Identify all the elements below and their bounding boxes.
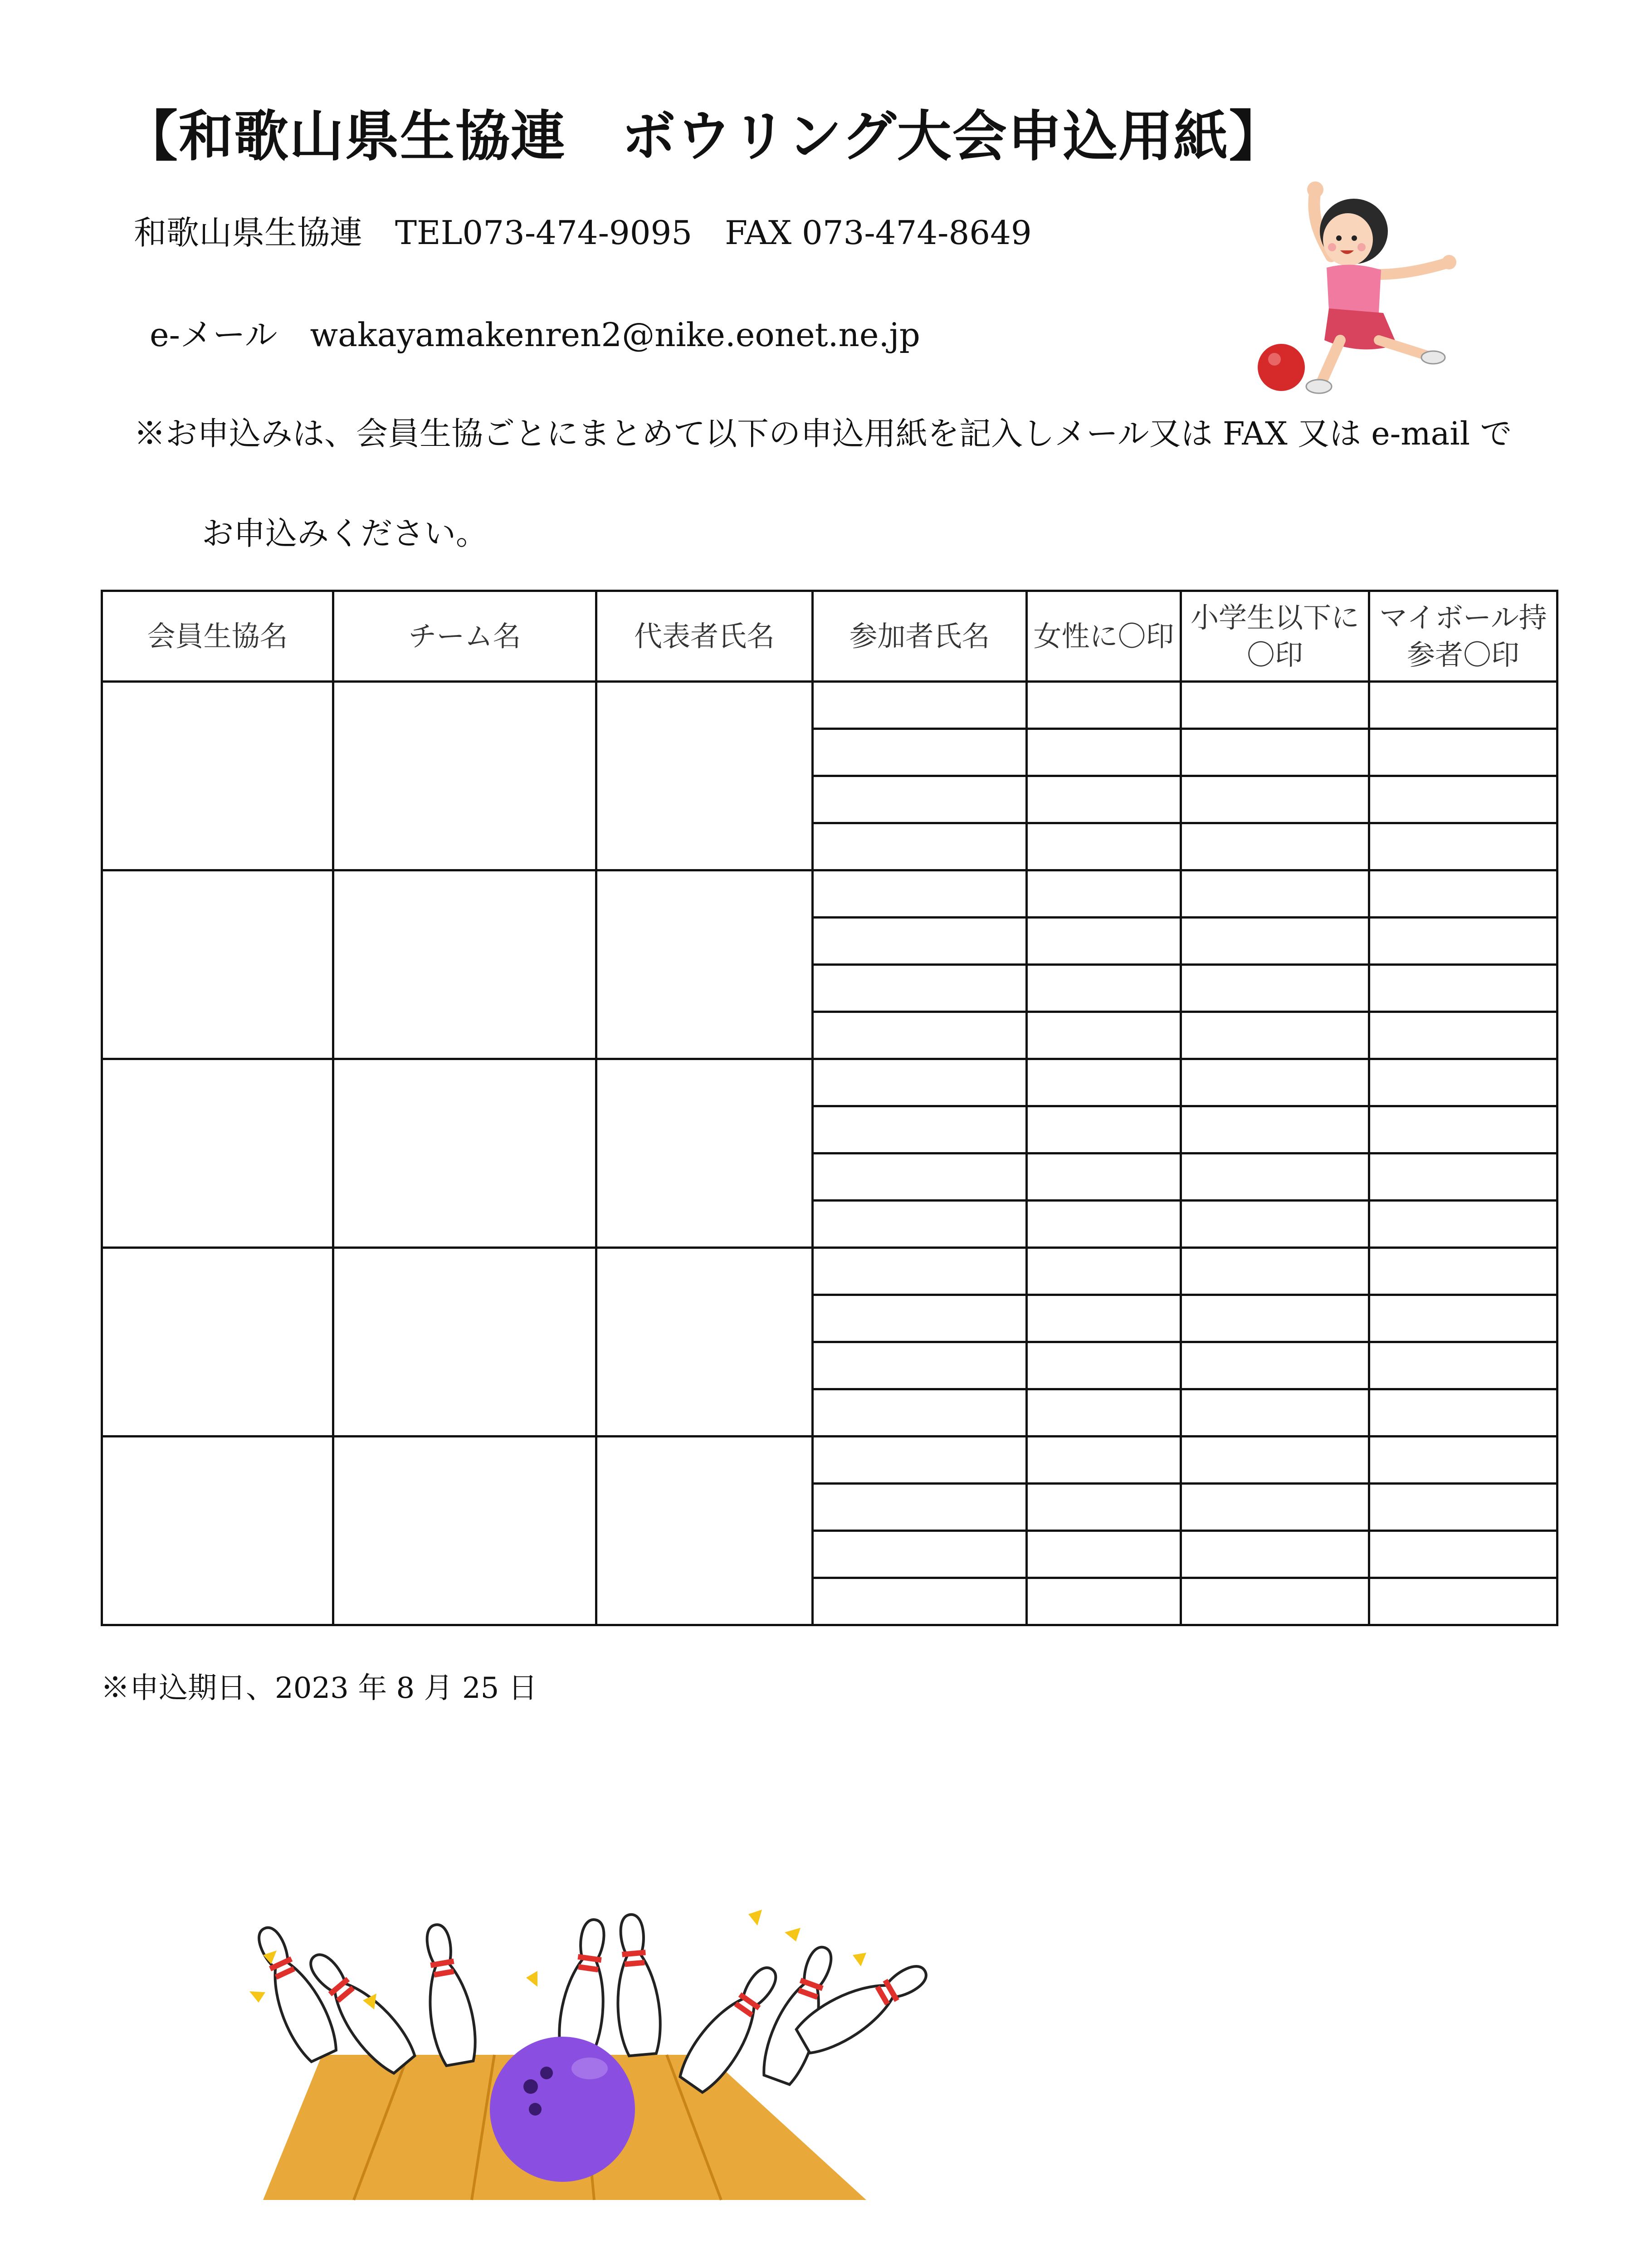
purple-bowling-ball	[490, 2037, 635, 2182]
female-mark-cell[interactable]	[1027, 1295, 1181, 1342]
table-header-row	[102, 591, 1557, 682]
representative-cell[interactable]	[596, 1059, 813, 1248]
child-mark-cell[interactable]	[1181, 1531, 1369, 1578]
table-row	[102, 1437, 1557, 1484]
participant-cell[interactable]	[813, 1437, 1027, 1484]
participant-cell[interactable]	[813, 1059, 1027, 1106]
myball-mark-cell[interactable]	[1369, 1059, 1557, 1106]
participant-cell[interactable]	[813, 1154, 1027, 1201]
header-myball-mark: マイボール持参者〇印	[1369, 591, 1557, 682]
header-team-name: チーム名	[333, 591, 596, 682]
myball-mark-cell[interactable]	[1369, 1201, 1557, 1248]
contact-phone-fax: 和歌山県生協連 TEL073-474-9095 FAX 073-474-8649	[134, 214, 1032, 252]
member-coop-cell[interactable]	[102, 870, 333, 1059]
team-name-cell[interactable]	[333, 1059, 596, 1248]
header-representative: 代表者氏名	[596, 591, 813, 682]
participant-cell[interactable]	[813, 1201, 1027, 1248]
participant-cell[interactable]	[813, 918, 1027, 965]
child-mark-cell[interactable]	[1181, 682, 1369, 729]
myball-mark-cell[interactable]	[1369, 1154, 1557, 1201]
female-mark-cell[interactable]	[1027, 1012, 1181, 1059]
member-coop-cell[interactable]	[102, 1437, 333, 1625]
notice-line-2: お申込みください。	[202, 515, 488, 552]
myball-mark-cell[interactable]	[1369, 682, 1557, 729]
participant-cell[interactable]	[813, 682, 1027, 729]
participant-cell[interactable]	[813, 776, 1027, 823]
female-mark-cell[interactable]	[1027, 1201, 1181, 1248]
myball-mark-cell[interactable]	[1369, 776, 1557, 823]
header-member-coop: 会員生協名	[102, 591, 333, 682]
myball-mark-cell[interactable]	[1369, 823, 1557, 870]
myball-mark-cell[interactable]	[1369, 1389, 1557, 1437]
member-coop-cell[interactable]	[102, 1059, 333, 1248]
myball-mark-cell[interactable]	[1369, 870, 1557, 918]
participant-cell[interactable]	[813, 1106, 1027, 1154]
participant-cell[interactable]	[813, 1295, 1027, 1342]
table-row	[102, 1248, 1557, 1295]
table-row	[102, 870, 1557, 918]
team-name-cell[interactable]	[333, 870, 596, 1059]
header-female-mark: 女性に〇印	[1027, 591, 1181, 682]
child-mark-cell[interactable]	[1181, 1248, 1369, 1295]
female-mark-cell[interactable]	[1027, 1389, 1181, 1437]
participant-cell[interactable]	[813, 1531, 1027, 1578]
myball-mark-cell[interactable]	[1369, 1531, 1557, 1578]
myball-mark-cell[interactable]	[1369, 1248, 1557, 1295]
female-mark-cell[interactable]	[1027, 1248, 1181, 1295]
child-mark-cell[interactable]	[1181, 729, 1369, 776]
participant-cell[interactable]	[813, 729, 1027, 776]
myball-mark-cell[interactable]	[1369, 918, 1557, 965]
child-mark-cell[interactable]	[1181, 1578, 1369, 1625]
female-mark-cell[interactable]	[1027, 870, 1181, 918]
child-mark-cell[interactable]	[1181, 1154, 1369, 1201]
child-mark-cell[interactable]	[1181, 1389, 1369, 1437]
table-row	[102, 682, 1557, 729]
female-mark-cell[interactable]	[1027, 1578, 1181, 1625]
representative-cell[interactable]	[596, 1248, 813, 1437]
participant-cell[interactable]	[813, 1389, 1027, 1437]
female-mark-cell[interactable]	[1027, 823, 1181, 870]
female-mark-cell[interactable]	[1027, 1154, 1181, 1201]
child-mark-cell[interactable]	[1181, 1342, 1369, 1389]
female-mark-cell[interactable]	[1027, 1106, 1181, 1154]
participant-cell[interactable]	[813, 1342, 1027, 1389]
participant-cell[interactable]	[813, 1578, 1027, 1625]
contact-email: e-メール wakayamakenren2@nike.eonet.ne.jp	[150, 316, 920, 354]
female-mark-cell[interactable]	[1027, 1437, 1181, 1484]
participant-cell[interactable]	[813, 870, 1027, 918]
female-mark-cell[interactable]	[1027, 682, 1181, 729]
member-coop-cell[interactable]	[102, 1248, 333, 1437]
child-mark-cell[interactable]	[1181, 918, 1369, 965]
myball-mark-cell[interactable]	[1369, 1106, 1557, 1154]
female-mark-cell[interactable]	[1027, 965, 1181, 1012]
myball-mark-cell[interactable]	[1369, 729, 1557, 776]
female-mark-cell[interactable]	[1027, 918, 1181, 965]
header-participant: 参加者氏名	[813, 591, 1027, 682]
myball-mark-cell[interactable]	[1369, 1342, 1557, 1389]
myball-mark-cell[interactable]	[1369, 965, 1557, 1012]
participant-cell[interactable]	[813, 1484, 1027, 1531]
woman-figure	[1306, 181, 1456, 393]
child-mark-cell[interactable]	[1181, 1106, 1369, 1154]
team-name-cell[interactable]	[333, 1248, 596, 1437]
team-name-cell[interactable]	[333, 1437, 596, 1625]
child-mark-cell[interactable]	[1181, 823, 1369, 870]
child-mark-cell[interactable]	[1181, 1484, 1369, 1531]
representative-cell[interactable]	[596, 682, 813, 870]
female-mark-cell[interactable]	[1027, 1531, 1181, 1578]
myball-mark-cell[interactable]	[1369, 1437, 1557, 1484]
child-mark-cell[interactable]	[1181, 1295, 1369, 1342]
child-mark-cell[interactable]	[1181, 776, 1369, 823]
female-mark-cell[interactable]	[1027, 1342, 1181, 1389]
female-mark-cell[interactable]	[1027, 1059, 1181, 1106]
participant-cell[interactable]	[813, 1012, 1027, 1059]
participant-cell[interactable]	[813, 823, 1027, 870]
myball-mark-cell[interactable]	[1369, 1484, 1557, 1531]
header-child-mark: 小学生以下に〇印	[1181, 591, 1369, 682]
child-mark-cell[interactable]	[1181, 1059, 1369, 1106]
myball-mark-cell[interactable]	[1369, 1012, 1557, 1059]
participant-cell[interactable]	[813, 965, 1027, 1012]
child-mark-cell[interactable]	[1181, 870, 1369, 918]
woman-bowling-illustration	[1243, 177, 1479, 413]
participant-cell[interactable]	[813, 1248, 1027, 1295]
table-row	[102, 1059, 1557, 1106]
female-mark-cell[interactable]	[1027, 729, 1181, 776]
notice-line-1: ※お申込みは、会員生協ごとにまとめて以下の申込用紙を記入しメール又は FAX 又は e-mail で	[134, 415, 1512, 452]
representative-cell[interactable]	[596, 870, 813, 1059]
deadline-note: ※申込期日、2023 年 8 月 25 日	[101, 1672, 537, 1705]
bowling-strike-illustration	[218, 1873, 934, 2214]
child-mark-cell[interactable]	[1181, 1201, 1369, 1248]
myball-mark-cell[interactable]	[1369, 1295, 1557, 1342]
child-mark-cell[interactable]	[1181, 1437, 1369, 1484]
child-mark-cell[interactable]	[1181, 1012, 1369, 1059]
female-mark-cell[interactable]	[1027, 1484, 1181, 1531]
myball-mark-cell[interactable]	[1369, 1578, 1557, 1625]
child-mark-cell[interactable]	[1181, 965, 1369, 1012]
member-coop-cell[interactable]	[102, 682, 333, 870]
female-mark-cell[interactable]	[1027, 776, 1181, 823]
page-title: 【和歌山県生協連 ボウリング大会申込用紙】	[123, 104, 1284, 168]
representative-cell[interactable]	[596, 1437, 813, 1625]
team-name-cell[interactable]	[333, 682, 596, 870]
application-form-table	[101, 590, 1558, 1626]
red-bowling-ball	[1258, 344, 1305, 391]
